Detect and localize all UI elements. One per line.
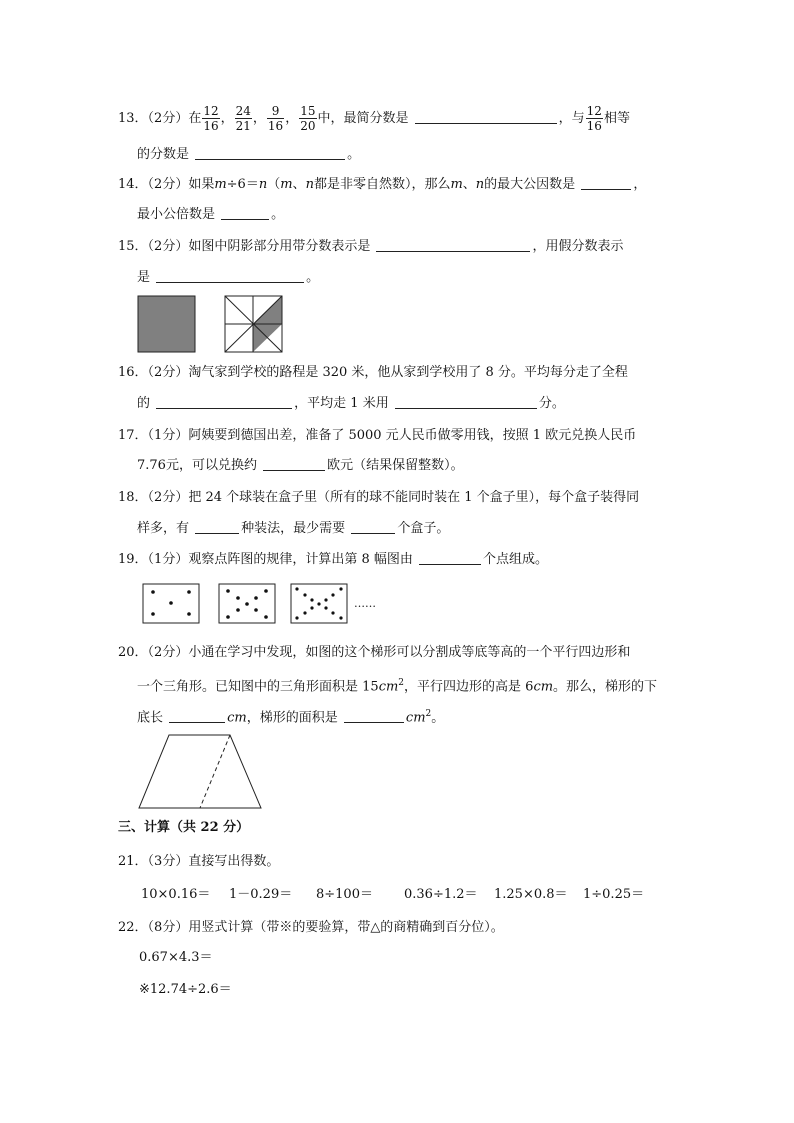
ref-fraction: $\frac{12}{16}$ (586, 104, 602, 133)
dot-pattern-3 (291, 584, 347, 623)
trapezoid (139, 735, 261, 808)
q17-line2: 7.76元，可以兑换约 欧元（结果保留整数）。 (137, 458, 464, 473)
fraction-3: $\frac{9}{16}$ (267, 104, 284, 133)
full-shaded-square (138, 296, 195, 352)
fraction-1: $\frac{12}{16}$ (203, 104, 219, 133)
q21-item-2: 1－0.29＝ (229, 887, 293, 902)
answer-blank[interactable] (395, 394, 537, 409)
q21-item-6: 1÷0.25＝ (583, 887, 645, 902)
q22-item-2: ※12.74÷2.6＝ (139, 982, 232, 997)
answer-blank[interactable] (156, 268, 304, 283)
partial-shaded-square (225, 296, 282, 352)
fraction-2: $\frac{24}{21}$ (235, 104, 251, 133)
q21-item-5: 1.25×0.8＝ (494, 887, 568, 902)
answer-blank[interactable] (351, 519, 395, 534)
answer-blank[interactable] (156, 394, 292, 409)
q20-line1: 20．（2分）小通在学习中发现，如图的这个梯形可以分割成等底等高的一个平行四边形和 (118, 645, 631, 660)
q22-line1: 22．（8分）用竖式计算（带※的要验算，带△的商精确到百分位）。 (118, 920, 504, 935)
q18-line2: 样多，有 种装法，最少需要 个盒子。 (137, 521, 450, 536)
q16-line1: 16．（2分）淘气家到学校的路程是 320 米，他从家到学校用了 8 分。平均每分走了全程 (118, 365, 628, 380)
answer-blank[interactable] (419, 550, 481, 565)
answer-blank[interactable] (415, 109, 557, 124)
dot-pattern-figure (142, 582, 352, 626)
answer-blank[interactable] (169, 708, 225, 723)
answer-blank[interactable] (195, 145, 345, 160)
dot-pattern-1 (143, 584, 199, 623)
answer-blank[interactable] (263, 456, 325, 471)
trapezoid-figure (136, 733, 266, 813)
q14-line2: 最小公倍数是 。 (137, 207, 285, 222)
fraction-4: $\frac{15}{20}$ (300, 104, 316, 133)
q13-line1: 13．（2分）在 $\frac{12}{16}$ ， $\frac{24}{21}$ ， $\frac{9}{16}$ ， $\frac{15}{20}$ 中，最简分数是 ，与 $\frac{12}{16}$ 相等 (118, 104, 630, 133)
q21-item-1: 10×0.16＝ (141, 887, 211, 902)
q22-item-1: 0.67×4.3＝ (139, 950, 213, 965)
shaded-squares-figure (137, 294, 287, 354)
dot-pattern-ellipsis: …… (354, 597, 376, 610)
q15-line2: 是 。 (137, 270, 320, 285)
q14-line1: 14．（2分）如果m÷6＝n（m、n都是非零自然数），那么m、n的最大公因数是 ， (118, 177, 647, 192)
q15-line1: 15．（2分）如图中阴影部分用带分数表示是 ，用假分数表示 (118, 239, 624, 254)
answer-blank[interactable] (221, 205, 269, 220)
dot-pattern-2 (219, 584, 275, 623)
answer-blank[interactable] (581, 175, 631, 190)
q21-item-3: 8÷100＝ (316, 887, 373, 902)
q19-line1: 19．（1分）观察点阵图的规律，计算出第 8 幅图由 个点组成。 (118, 552, 549, 567)
q20-line2: 一个三角形。已知图中的三角形面积是 $15cm^2$，平行四边形的高是 6cm。那么，梯形的下 (137, 678, 658, 695)
answer-blank[interactable] (195, 519, 239, 534)
dashed-split-line (200, 735, 230, 808)
q20-line3: 底长 cm，梯形的面积是 $cm^2$。 (137, 709, 445, 726)
section-title: 三、计算（共 22 分） (118, 820, 250, 835)
answer-blank[interactable] (376, 237, 530, 252)
q21-item-4: 0.36÷1.2＝ (404, 887, 478, 902)
q17-line1: 17．（1分）阿姨要到德国出差，准备了 5000 元人民币做零用钱，按照 1 欧元兑换人民币 (118, 428, 637, 443)
q21-line1: 21．（3分）直接写出得数。 (118, 854, 280, 869)
q13-line2: 的分数是 。 (137, 147, 361, 162)
q16-line2: 的 ，平均走 1 米用 分。 (137, 396, 565, 411)
q18-line1: 18．（2分）把 24 个球装在盒子里（所有的球不能同时装在 1 个盒子里），每个盒子装得同 (118, 490, 640, 505)
answer-blank[interactable] (344, 708, 404, 723)
